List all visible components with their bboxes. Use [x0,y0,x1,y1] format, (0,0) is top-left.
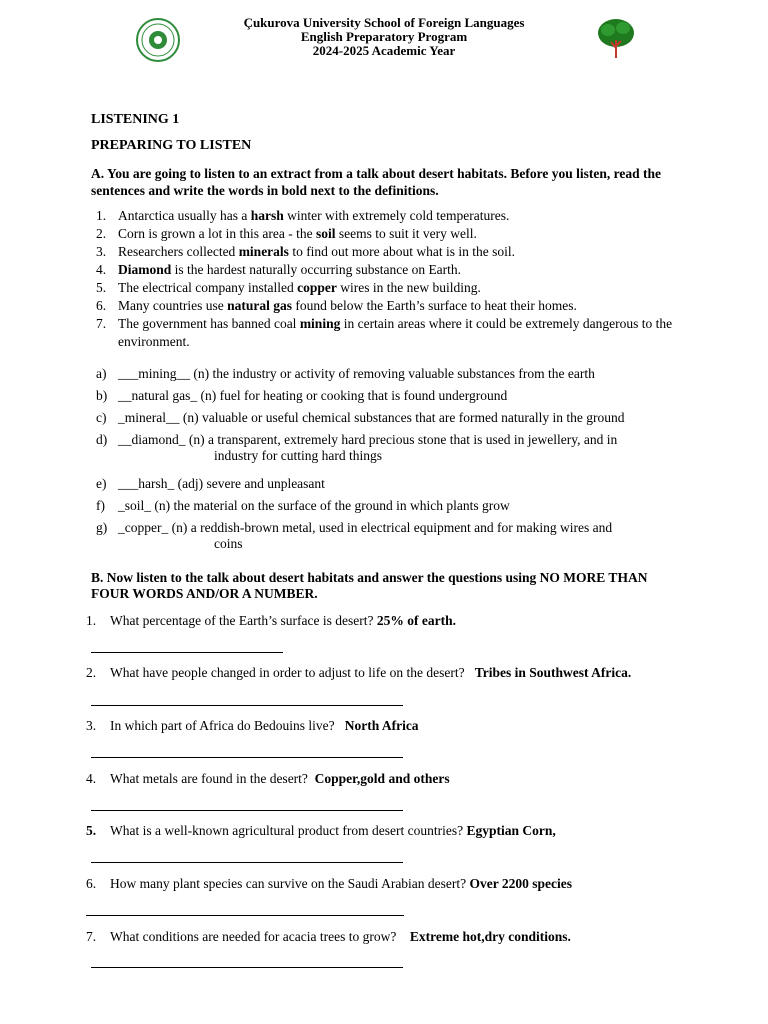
question-answer: Egyptian Corn, [466,823,556,838]
question-text: What conditions are needed for acacia trees to grow? [110,929,410,944]
definition-text: _copper_ (n) a reddish-brown metal, used in electrical equipment and for making wires and [118,520,613,535]
definition-letter: d) [96,432,108,447]
sentence-item [96,261,676,279]
definition-text: ___harsh_ (adj) severe and unpleasant [118,476,325,491]
question-answer: Tribes in Southwest Africa. [474,665,632,680]
definition-row [96,476,676,492]
sentence-bold-word: natural gas [227,298,292,313]
sentence-item [96,225,676,243]
definition-text: __natural gas_ (n) fuel for heating or cooking that is found underground [118,388,508,403]
question-item [86,822,706,840]
sentence-number: 6. [96,298,107,313]
sentence-number: 5. [96,280,107,295]
sentence-post: found below the Earth’s surface to heat their homes. [292,298,577,313]
answer-line [91,967,403,968]
definition-row [96,498,676,514]
section-b-instructions: B. Now listen to the talk about desert habitats and answer the questions using NO MORE THAN FOUR WORDS AND/OR A NUMBER. [91,570,648,601]
header-line-2: English Preparatory Program [300,29,468,44]
sentence-text [118,261,461,279]
sentence-post: in certain areas where it could be extremely dangerous to the environment. [118,316,673,349]
sentence-post: seems to suit it very well. [335,226,477,241]
question-answer: 25% of earth. [376,613,456,628]
definition-item [96,432,676,464]
definition-item [96,366,676,382]
sentence-bold-word: soil [315,226,336,241]
definition-item [96,476,676,492]
definition-continuation: coins [214,536,243,551]
sentence-number: 4. [96,262,107,277]
question-item [86,717,706,735]
sentence-bold-word: Diamond [118,262,172,277]
sentence-pre: Researchers collected [118,244,239,259]
page-subtitle: PREPARING TO LISTEN [91,138,252,153]
question-item [86,664,706,682]
definition-row [96,520,676,536]
header-line-1: Çukurova University School of Foreign Languages [243,15,525,30]
sentence-text [118,207,509,225]
question-answer: Extreme hot,dry conditions. [409,929,571,944]
sentence-text [118,315,676,351]
definition-text: _soil_ (n) the material on the surface of the ground in which plants grow [118,498,510,513]
question-number: 7. [86,929,97,944]
question-number: 4. [86,771,97,786]
sentence-bold-word: copper [297,280,337,295]
sentence-pre: Many countries use [118,298,228,313]
definition-text: ___mining__ (n) the industry or activity of removing valuable substances from the earth [118,366,595,381]
definition-item [96,388,676,404]
answer-line [91,705,403,706]
question-item [86,770,706,788]
sentence-post: wires in the new building. [336,280,481,295]
sentence-item [96,297,676,315]
page-title: LISTENING 1 [91,112,180,127]
sentence-pre: Corn is grown a lot in this area - the [118,226,316,241]
question-number: 6. [86,876,97,891]
answer-line [86,915,404,916]
question-text: How many plant species can survive on the Saudi Arabian desert? [110,876,470,891]
answer-line [91,757,403,758]
definition-letter: a) [96,366,107,381]
document-header [0,16,768,58]
definition-letter: c) [96,410,107,425]
definition-letter: f) [96,498,105,513]
sentence-pre: Antarctica usually has a [118,208,251,223]
definition-item [96,520,676,552]
definition-row [96,410,676,426]
sentence-number: 3. [96,244,107,259]
sentence-number: 1. [96,208,107,223]
question-text: In which part of Africa do Bedouins live? [110,718,345,733]
sentence-bold-word: harsh [250,208,284,223]
sentence-text [118,225,477,243]
section-a-instructions: A. You are going to listen to an extract from a talk about desert habitats. Before you listen, read the sentences and write the words in bold next to the definitions. [91,166,661,198]
question-item [86,875,706,893]
definition-continuation: industry for cutting hard things [214,448,382,463]
sentence-pre: The government has banned coal [118,316,300,331]
question-text: What percentage of the Earth’s surface is desert? [110,613,377,628]
answer-line [91,652,283,653]
question-number: 3. [86,718,97,733]
sentence-item [96,207,676,225]
answer-line [91,810,403,811]
tree-logo-icon [596,18,636,60]
definition-row [96,388,676,404]
definition-letter: e) [96,476,107,491]
question-answer: Copper,gold and others [314,771,450,786]
question-item [86,928,706,946]
definition-list [96,366,676,552]
sentence-bold-word: mining [299,316,341,331]
sentence-item [96,315,676,351]
definition-item [96,410,676,426]
definition-text: __diamond_ (n) a transparent, extremely hard precious stone that is used in jewellery, and in [118,432,618,447]
question-number: 2. [86,665,97,680]
question-item [86,612,706,630]
question-text: What is a well-known agricultural product from desert countries? [110,823,467,838]
question-text: What have people changed in order to adjust to life on the desert? [110,665,475,680]
sentence-pre: The electrical company installed [118,280,298,295]
definition-letter: b) [96,388,108,403]
sentence-text [118,243,515,261]
question-answer: Over 2200 species [469,876,573,891]
question-text: What metals are found in the desert? [110,771,315,786]
sentence-item [96,279,676,297]
sentence-list [96,207,676,351]
sentence-bold-word: minerals [238,244,289,259]
sentence-post: to find out more about what is in the soil. [288,244,516,259]
header-line-3: 2024-2025 Academic Year [312,43,456,58]
sentence-text [118,297,577,315]
sentence-post: winter with extremely cold temperatures. [283,208,510,223]
question-answer: North Africa [344,718,419,733]
sentence-item [96,243,676,261]
definition-row [96,366,676,382]
sentence-post: is the hardest naturally occurring substance on Earth. [171,262,462,277]
answer-line [91,862,403,863]
question-number: 1. [86,613,97,628]
definition-text: _mineral__ (n) valuable or useful chemical substances that are formed naturally in the ground [118,410,625,425]
question-number: 5. [86,823,97,838]
sentence-number: 7. [96,316,107,331]
definition-row [96,432,676,448]
definition-letter: g) [96,520,108,535]
sentence-number: 2. [96,226,107,241]
definition-item [96,498,676,514]
sentence-text [118,279,481,297]
